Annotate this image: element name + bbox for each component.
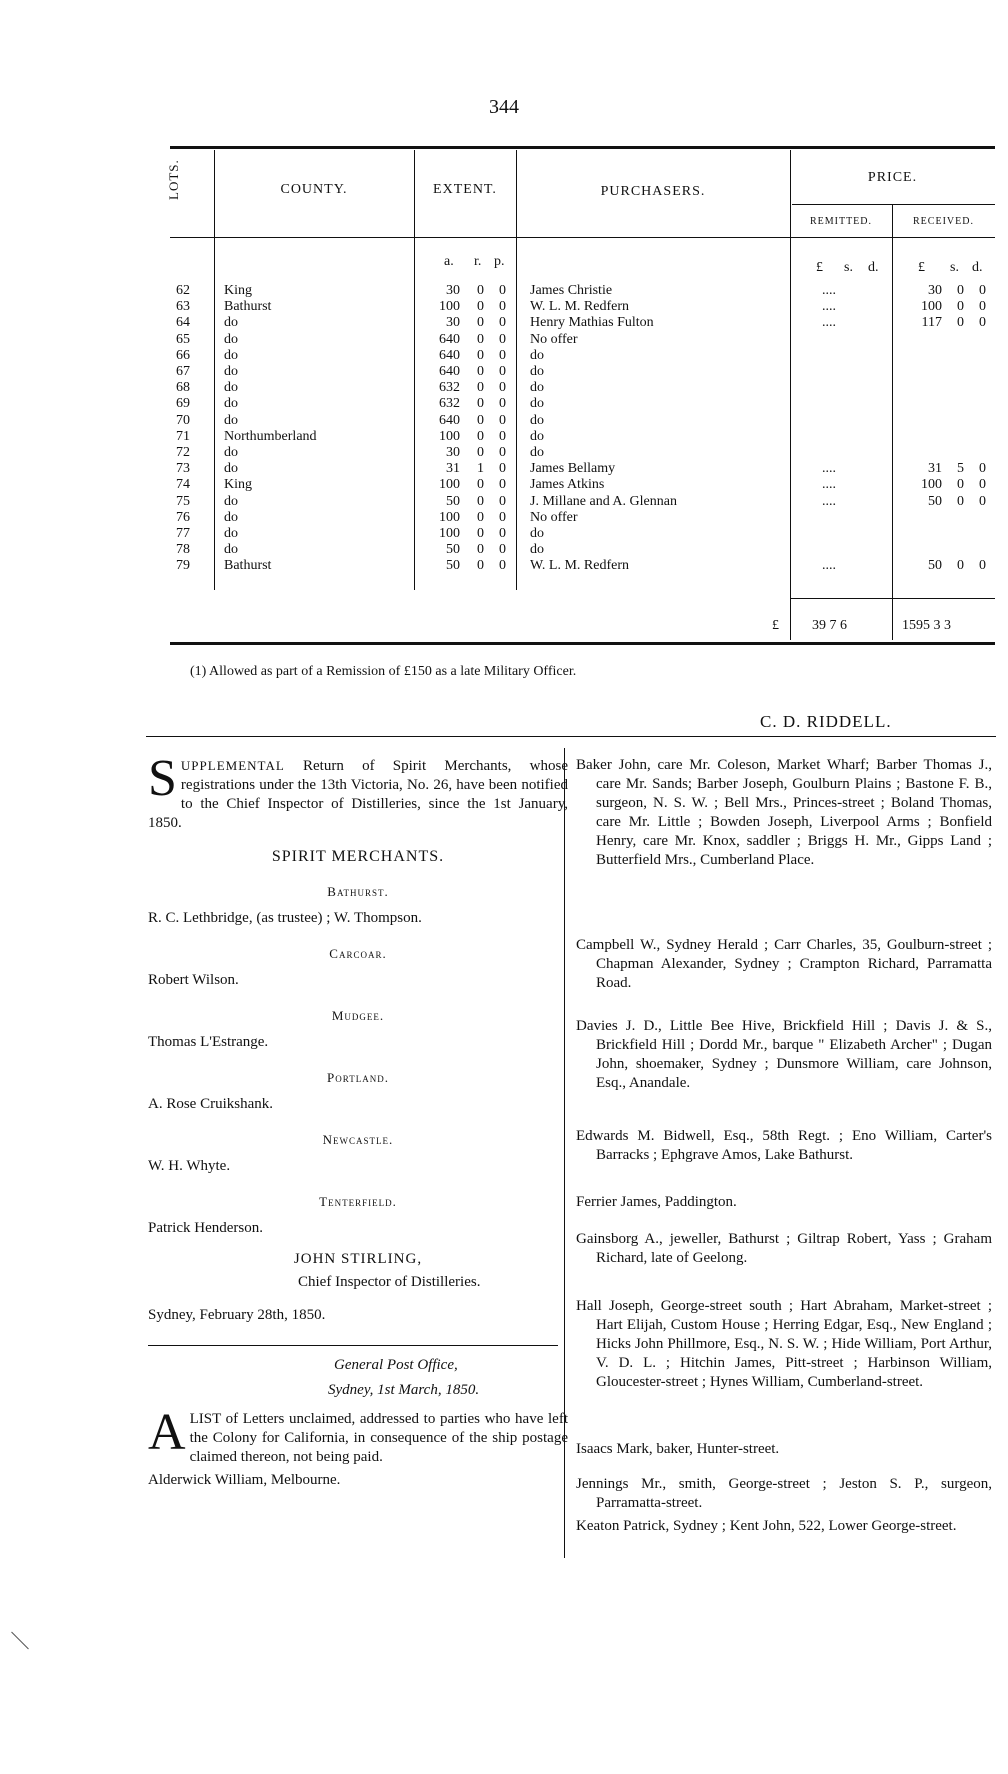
perches-cell: 0	[499, 412, 506, 428]
perches-cell: 0	[499, 461, 506, 477]
place-names: Thomas L'Estrange.	[148, 1034, 269, 1050]
price-pounds-cell: 30	[928, 283, 942, 298]
county-cell: do	[224, 412, 238, 428]
purchaser-cell: No offer	[530, 331, 578, 347]
received-header: RECEIVED.	[913, 216, 974, 227]
place-heading: Carcoar.	[329, 946, 387, 961]
roods-cell: 0	[477, 526, 484, 541]
letter-entry: Keaton Patrick, Sydney ; Kent John, 522, Lower George-street.	[576, 1518, 957, 1534]
acres-cell: 100	[439, 299, 460, 315]
purchaser-cell: do	[530, 396, 544, 412]
perches-cell: 0	[499, 542, 506, 558]
acres-cell: 50	[446, 558, 460, 574]
roods-cell: 0	[477, 380, 484, 396]
place-names: A. Rose Cruikshank.	[148, 1096, 273, 1112]
purchaser-cell: do	[530, 526, 544, 541]
lot-cell: 67	[176, 364, 190, 379]
roods-cell: 0	[477, 509, 484, 525]
perches-cell: 0	[499, 315, 506, 331]
perches-cell: 0	[499, 364, 506, 379]
price-pounds-cell: 100	[921, 477, 942, 493]
lot-cell: 64	[176, 315, 190, 331]
county-cell: do	[224, 396, 238, 412]
purchaser-cell: Henry Mathias Fulton	[530, 315, 654, 331]
perches-cell: 0	[499, 445, 506, 460]
roods-cell: 0	[477, 412, 484, 428]
county-cell: Bathurst	[224, 299, 272, 315]
left-rule	[148, 1345, 558, 1346]
acres-cell: 640	[439, 364, 460, 379]
place-heading: Newcastle.	[322, 1132, 394, 1147]
letter-entry: Davies J. D., Little Bee Hive, Brickfield Hill ; Davis J. & S., Brickfield Hill ; Dordd Mr., barque " Elizabeth Archer" ; Dugan John, shoemaker, Sydney ; Dunsmore William, care Johnson, Esq., Anandale.	[576, 1018, 992, 1091]
county-header: COUNTY.	[280, 182, 348, 197]
place-heading: Portland.	[327, 1070, 389, 1085]
table-row	[0, 348, 1008, 364]
acres-cell: 632	[439, 380, 460, 396]
signer-name: JOHN STIRLING,	[293, 1251, 423, 1267]
acres-cell: 640	[439, 331, 460, 347]
price-pounds-cell: 117	[921, 315, 942, 331]
roods-cell: 0	[477, 347, 484, 363]
price-pence-cell: 0	[979, 315, 986, 331]
lot-cell: 79	[176, 558, 190, 574]
price-pence-cell: 0	[979, 283, 986, 298]
purchaser-cell: No offer	[530, 509, 578, 525]
letter-entry: Baker John, care Mr. Coleson, Market Wharf; Barber Thomas J., care Mr. Sands; Barber Joseph, Goulburn Plains ; Bastone F. B., surgeon, N. S. W. ; Bell Mrs., Princes-street ; Boland Thomas, care Mr. Little ; Bowden Joseph, Liverpool Arms ; Bonfield Henry, care Mr. Knox, saddler ; Briggs H. Mr., Gipps Land ; Butterfield Mrs., Cumberland Place.	[576, 757, 992, 868]
table-header-rule	[170, 237, 995, 238]
footnote: (1) Allowed as part of a Remission of £150 as a late Military Officer.	[190, 664, 577, 679]
lot-cell: 75	[176, 493, 190, 509]
place-names: W. H. Whyte.	[148, 1158, 231, 1174]
lot-cell: 77	[176, 526, 190, 541]
purchaser-cell: do	[530, 364, 544, 379]
lot-cell: 68	[176, 380, 190, 396]
perches-cell: 0	[499, 347, 506, 363]
perches-cell: 0	[499, 380, 506, 396]
table-row	[0, 494, 1008, 510]
acres-cell: 100	[439, 509, 460, 525]
price-shillings-cell: 0	[957, 315, 964, 331]
price-pence-cell: 0	[979, 493, 986, 509]
price-pounds-cell: 50	[928, 493, 942, 509]
lot-cell: 69	[176, 396, 190, 412]
lot-cell: 73	[176, 461, 190, 477]
purchaser-cell: James Bellamy	[530, 461, 616, 477]
letter-entry: Isaacs Mark, baker, Hunter-street.	[576, 1441, 780, 1457]
lot-cell: 78	[176, 542, 190, 558]
letter-entry: Campbell W., Sydney Herald ; Carr Charles, 35, Goulburn-street ; Chapman Alexander, Sydney ; Crampton Richard, Parramatta Road.	[576, 937, 992, 991]
table-row	[0, 526, 1008, 542]
table-row	[0, 396, 1008, 412]
purchaser-cell: do	[530, 428, 544, 444]
remitted-cell: ....	[822, 493, 836, 509]
place-heading: Bathurst.	[327, 884, 389, 899]
roods-cell: 0	[477, 445, 484, 460]
county-cell: do	[224, 331, 238, 347]
table-row	[0, 445, 1008, 461]
perches-cell: 0	[499, 493, 506, 509]
section-rule	[146, 736, 996, 737]
roods-cell: 0	[477, 558, 484, 574]
acres-cell: 640	[439, 347, 460, 363]
table-row	[0, 510, 1008, 526]
lot-cell: 66	[176, 347, 190, 363]
perches-cell: 0	[499, 526, 506, 541]
letters-paragraph: ALIST of Letters unclaimed, addressed to parties who have left the Colony for California, in consequence of the ship postage claimed thereon, not being paid.	[148, 1404, 568, 1465]
acres-cell: 31	[446, 461, 460, 477]
perches-cell: 0	[499, 477, 506, 493]
letter-entry: Edwards M. Bidwell, Esq., 58th Regt. ; Eno William, Carter's Barracks ; Ephgrave Amos, Lake Bathurst.	[576, 1128, 992, 1163]
county-cell: Bathurst	[224, 558, 272, 574]
roods-cell: 0	[477, 428, 484, 444]
lot-cell: 71	[176, 428, 190, 444]
remitted-cell: ....	[822, 283, 836, 298]
price-pence-cell: 0	[979, 299, 986, 315]
date-line: Sydney, February 28th, 1850.	[148, 1307, 326, 1323]
place-names: Robert Wilson.	[148, 972, 239, 988]
remitted-cell: ....	[822, 299, 836, 315]
purchaser-cell: do	[530, 347, 544, 363]
purchasers-header: PURCHASERS.	[600, 184, 706, 199]
purchaser-cell: do	[530, 445, 544, 460]
lot-cell: 74	[176, 477, 190, 493]
county-cell: do	[224, 542, 238, 558]
perches-cell: 0	[499, 428, 506, 444]
roods-cell: 0	[477, 331, 484, 347]
acres-cell: 640	[439, 412, 460, 428]
price-pence-cell: 0	[979, 477, 986, 493]
price-shillings-cell: 5	[957, 461, 964, 477]
totals-row: £ 39 7 6 1595 3 3	[772, 618, 951, 633]
county-cell: do	[224, 315, 238, 331]
gpo-line-1: General Post Office,	[334, 1357, 458, 1373]
acres-cell: 100	[439, 428, 460, 444]
place-names: Patrick Henderson.	[148, 1220, 263, 1236]
purchaser-cell: W. L. M. Redfern	[530, 558, 630, 574]
price-header: PRICE.	[867, 170, 918, 185]
roods-cell: 0	[477, 542, 484, 558]
acres-cell: 100	[439, 477, 460, 493]
price-split-rule	[792, 204, 995, 205]
roods-cell: 0	[477, 396, 484, 412]
table-row	[0, 380, 1008, 396]
signature: C. D. RIDDELL.	[760, 712, 892, 731]
roods-cell: 0	[477, 493, 484, 509]
table-row	[0, 477, 1008, 493]
signer-title: Chief Inspector of Distilleries.	[298, 1274, 481, 1290]
first-letter-entry: Alderwick William, Melbourne.	[148, 1472, 341, 1488]
lot-cell: 72	[176, 445, 190, 460]
place-heading: Mudgee.	[331, 1008, 385, 1023]
table-row	[0, 299, 1008, 315]
extent-header: EXTENT.	[433, 182, 497, 197]
roods-cell: 0	[477, 299, 484, 315]
supplemental-paragraph: SUPPLEMENTAL Return of Spirit Merchants, whose registrations under the 13th Victoria, No. 26, have been notified to the Chief Inspector of Distilleries, since the 1st January, 1850.	[148, 750, 568, 831]
county-cell: do	[224, 526, 238, 541]
perches-cell: 0	[499, 509, 506, 525]
perches-cell: 0	[499, 299, 506, 315]
purchaser-cell: do	[530, 542, 544, 558]
letter-entry: Gainsborg A., jeweller, Bathurst ; Giltrap Robert, Yass ; Graham Richard, late of Geelong.	[576, 1231, 992, 1266]
table-row	[0, 413, 1008, 429]
county-cell: do	[224, 493, 238, 509]
lot-cell: 65	[176, 331, 190, 347]
units-row: a. r. p.	[444, 254, 505, 269]
roods-cell: 0	[477, 283, 484, 298]
lot-cell: 62	[176, 283, 190, 298]
acres-cell: 50	[446, 493, 460, 509]
roods-cell: 0	[477, 477, 484, 493]
county-cell: do	[224, 364, 238, 379]
lot-cell: 76	[176, 509, 190, 525]
letter-entry: Jennings Mr., smith, George-street ; Jeston S. P., surgeon, Parramatta-street.	[576, 1476, 992, 1511]
county-cell: King	[224, 283, 252, 298]
purchaser-cell: James Atkins	[530, 477, 605, 493]
remitted-cell: ....	[822, 477, 836, 493]
table-row	[0, 558, 1008, 574]
county-cell: do	[224, 445, 238, 460]
place-names: R. C. Lethbridge, (as trustee) ; W. Thompson.	[148, 910, 422, 926]
acres-cell: 50	[446, 542, 460, 558]
places-list	[148, 882, 568, 1238]
table-row	[0, 332, 1008, 348]
county-cell: Northumberland	[224, 428, 317, 444]
price-pounds-cell: 31	[928, 461, 942, 477]
price-pence-cell: 0	[979, 461, 986, 477]
table-row	[0, 542, 1008, 558]
acres-cell: 632	[439, 396, 460, 412]
purchaser-cell: James Christie	[530, 283, 613, 298]
table-row	[0, 461, 1008, 477]
left-column	[148, 750, 568, 1490]
table-top-rule	[170, 146, 995, 149]
remitted-cell: ....	[822, 315, 836, 331]
place-heading: Tenterfield.	[319, 1194, 397, 1209]
perches-cell: 0	[499, 558, 506, 574]
lot-cell: 70	[176, 412, 190, 428]
purchaser-cell: do	[530, 412, 544, 428]
purchaser-cell: do	[530, 380, 544, 396]
gpo-line-2: Sydney, 1st March, 1850.	[328, 1382, 480, 1398]
price-shillings-cell: 0	[957, 299, 964, 315]
remitted-cell: ....	[822, 558, 836, 574]
letter-entry: Hall Joseph, George-street south ; Hart Abraham, Market-street ; Hart Elijah, Custom House ; Herring Edgar, Esq., New England ; Hicks John Phillmore, Esq., N. S. W. ; Hide William, Port Arthur, V. D. L. ; Hitchin James, Pitt-street ; Harbinson William, Gloucester-street ; Hynes William, Cumberland-street.	[576, 1298, 992, 1390]
roods-cell: 0	[477, 364, 484, 379]
roods-cell: 0	[477, 315, 484, 331]
table-row	[0, 364, 1008, 380]
roods-cell: 1	[477, 461, 484, 477]
perches-cell: 0	[499, 331, 506, 347]
page-number: 344	[489, 96, 519, 118]
table-row	[0, 283, 1008, 299]
county-cell: King	[224, 477, 252, 493]
lots-header: LOTS.	[166, 159, 181, 200]
lot-cell: 63	[176, 299, 190, 315]
acres-cell: 30	[446, 283, 460, 298]
price-shillings-cell: 0	[957, 477, 964, 493]
county-cell: do	[224, 461, 238, 477]
county-cell: do	[224, 347, 238, 363]
perches-cell: 0	[499, 396, 506, 412]
dropcap-a: A	[148, 1404, 186, 1461]
remitted-cell: ....	[822, 461, 836, 477]
stray-mark	[11, 1632, 29, 1650]
purchaser-cell: W. L. M. Redfern	[530, 299, 630, 315]
remitted-header: REMITTED.	[809, 216, 873, 227]
table-row	[0, 429, 1008, 445]
price-shillings-cell: 0	[957, 558, 964, 574]
county-cell: do	[224, 509, 238, 525]
county-cell: do	[224, 380, 238, 396]
price-units-row: £ s. d. £ s. d.	[816, 260, 983, 275]
letter-entry: Ferrier James, Paddington.	[576, 1194, 737, 1210]
price-pounds-cell: 50	[928, 558, 942, 574]
table-row	[0, 315, 1008, 331]
acres-cell: 30	[446, 315, 460, 331]
price-shillings-cell: 0	[957, 493, 964, 509]
acres-cell: 100	[439, 526, 460, 541]
spirit-merchants-heading: SPIRIT MERCHANTS.	[271, 848, 445, 865]
table-bottom-rule	[170, 642, 995, 645]
perches-cell: 0	[499, 283, 506, 298]
price-pence-cell: 0	[979, 558, 986, 574]
dropcap-s: S	[148, 750, 177, 807]
price-pounds-cell: 100	[921, 299, 942, 315]
purchaser-cell: J. Millane and A. Glennan	[530, 493, 677, 509]
price-shillings-cell: 0	[957, 283, 964, 298]
acres-cell: 30	[446, 445, 460, 460]
